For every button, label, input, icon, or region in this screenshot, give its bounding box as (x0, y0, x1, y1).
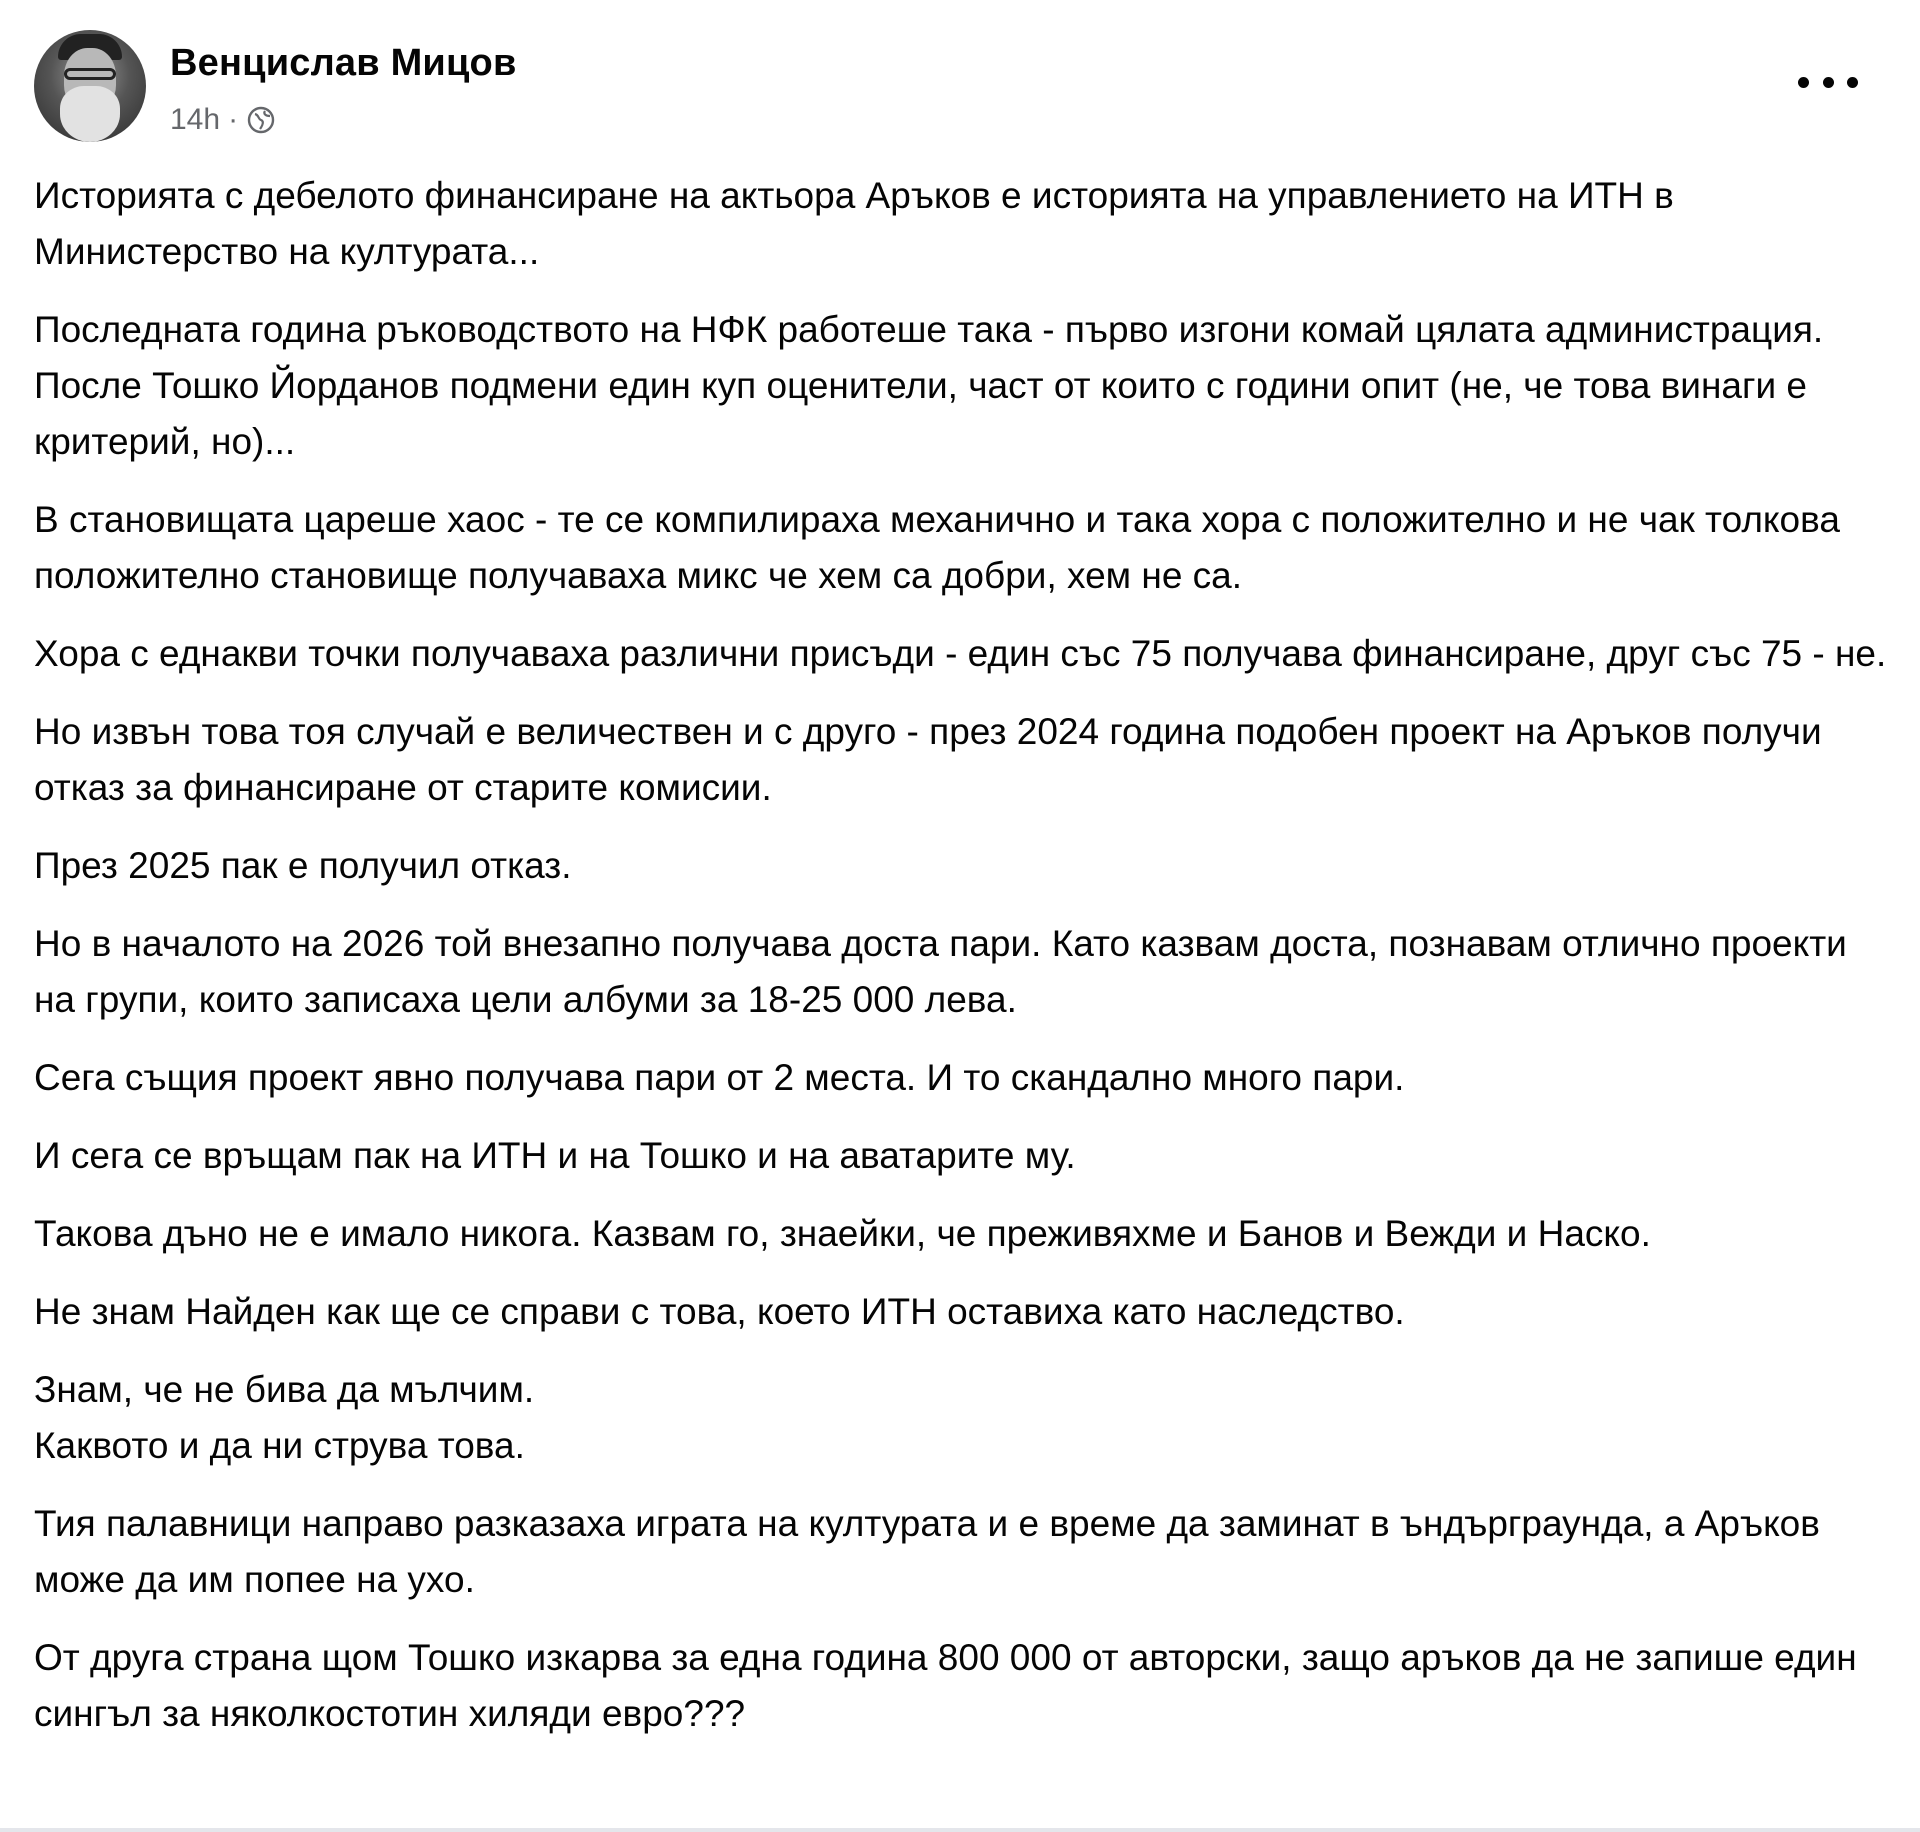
post-paragraph: Хора с еднакви точки получаваха различни присъди - един със 75 получава финансиране, друг със 75 - не. (34, 633, 1887, 674)
post-meta (170, 30, 517, 138)
separator-dot: · (228, 103, 239, 136)
post-paragraph: През 2025 пак е получил отказ. (34, 845, 572, 886)
post-header (34, 30, 517, 144)
more-options-button[interactable] (1798, 68, 1858, 96)
post-paragraph: От друга страна щом Тошко изкарва за една година 800 000 от авторски, защо аръков да не запише един сингъл за няколкостотин хиляди евро??? (34, 1637, 1857, 1734)
post-timestamp[interactable]: 14h (170, 103, 221, 136)
timestamp-row (170, 102, 517, 138)
post-paragraph: И сега се връщам пак на ИТН и на Тошко и на аватарите му. (34, 1135, 1076, 1176)
post-paragraph: Тия палавници направо разказаха играта на културата и е време да заминат в ъндърграунда, а Аръков може да им попее на ухо. (34, 1503, 1820, 1600)
post-paragraph: Сега същия проект явно получава пари от 2 места. И то скандално много пари. (34, 1057, 1405, 1098)
post-paragraph: Но извън това тоя случай е величествен и с друго - през 2024 година подобен проект на Аръков получи отказ за финансиране от старите комисии. (34, 711, 1822, 808)
avatar-beard (60, 86, 120, 142)
post-paragraph: Последната година ръководството на НФК работеше така - първо изгони комай цялата администрация. После Тошко Йорданов подмени един куп оценители, част от които с години опит (не, че това винаги е критерий, но)... (34, 309, 1824, 462)
more-horizontal-icon (1823, 77, 1834, 88)
post-divider (0, 1828, 1920, 1832)
post-paragraph: В становищата цареше хаос - те се компилираха механично и така хора с положително и не чак толкова положително становище получаваха микс че хем са добри, хем не са. (34, 499, 1840, 596)
post-body (34, 168, 1890, 1764)
more-horizontal-icon (1798, 77, 1809, 88)
avatar-glasses (64, 68, 116, 80)
post-paragraph: Историята с дебелото финансиране на актьора Аръков е историята на управлението на ИТН в Министерство на културата... (34, 175, 1674, 272)
post-paragraph: Знам, че не бива да мълчим. Каквото и да ни струва това. (34, 1369, 535, 1466)
globe-icon[interactable] (246, 105, 276, 135)
more-horizontal-icon (1847, 77, 1858, 88)
post-paragraph: Но в началото на 2026 той внезапно получава доста пари. Като казвам доста, познавам отлично проекти на групи, които записаха цели албуми за 18-25 000 лева. (34, 923, 1847, 1020)
post-paragraph: Не знам Найден как ще се справи с това, което ИТН оставиха като наследство. (34, 1291, 1405, 1332)
post-paragraph: Такова дъно не е имало никога. Казвам го, знаейки, че преживяхме и Банов и Вежди и Наско. (34, 1213, 1651, 1254)
author-avatar[interactable] (34, 30, 146, 142)
author-name[interactable]: Венцислав Мицов (170, 42, 517, 84)
